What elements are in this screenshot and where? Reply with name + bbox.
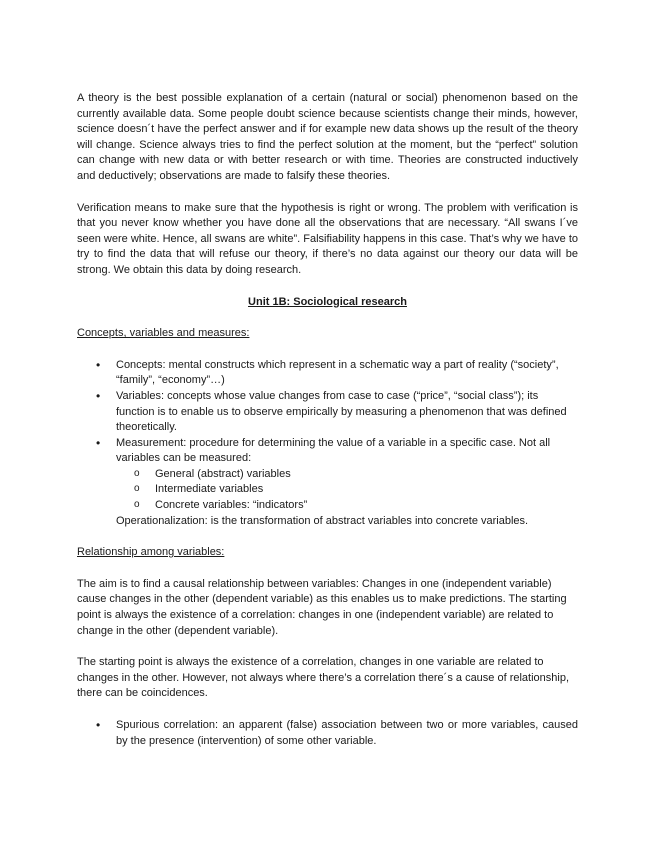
list-item-concepts: • Concepts: mental constructs which represent in a schematic way a part of reality (“society”, “family”, “economy”…) xyxy=(116,358,578,389)
measurement-text: Measurement: procedure for determining the value of a variable in a specific case. Not all variables can be measured: xyxy=(116,436,551,465)
paragraph-correlation: The starting point is always the existence of a correlation, changes in one variable are related to changes in the other. However, not always where there’s a correlation there´s a cause of relationship, there can be coincidences. xyxy=(77,656,570,700)
sub-item-intermediate: o Intermediate variables xyxy=(155,482,578,498)
spurious-list xyxy=(77,718,578,749)
variable-types-list xyxy=(116,467,578,514)
sub-item-concrete: o Concrete variables: “indicators” xyxy=(155,498,578,514)
operationalization-text: Operationalization: is the transformation of abstract variables into concrete variables. xyxy=(116,514,529,527)
paragraph-causal: The aim is to find a causal relationship between variables: Changes in one (independent variable) cause changes in the other (dependent variable) as this enables us to make predictions. The starting point is always the existence of a correlation: changes in one (independent variable) are related to change in the other (dependent variable). xyxy=(77,577,567,637)
concepts-list xyxy=(77,358,578,514)
unit-heading: Unit 1B: Sociological research xyxy=(248,295,407,308)
sub-item-general: o General (abstract) variables xyxy=(155,467,578,483)
concepts-heading: Concepts, variables and measures: xyxy=(77,327,250,340)
list-item-measurement xyxy=(116,436,578,514)
list-item-variables: • Variables: concepts whose value changes from case to case (“price”, “social class”); its function is to enable us to observe empirically by measuring a phenomenon that was defined theoretically. xyxy=(116,389,578,436)
relationship-heading: Relationship among variables: xyxy=(77,546,225,559)
list-item-spurious: • Spurious correlation: an apparent (false) association between two or more variables, caused by the presence (intervention) of some other variable. xyxy=(116,718,578,749)
paragraph-verification: Verification means to make sure that the hypothesis is right or wrong. The problem with verification is that you never know whether you have done all the observations that are necessary. “All swans I´ve seen were white. Hence, all swans are white”. Falsifiability happens in this case. That’s why we have to try to find the data that will refuse our theory, if there’s no data against our theory our data will be strong. We obtain this data by doing research. xyxy=(77,201,578,276)
paragraph-theory: A theory is the best possible explanation of a certain (natural or social) phenomenon based on the currently available data. Some people doubt science because scientists change their minds, however, science doesn´t have the perfect answer and if for example new data shows up the result of the theory will change. Science always tries to find the perfect solution at the moment, but the “perfect” solution can change with new data or with better research or with time. Theories are constructed inductively and deductively; observations are made to falsify these theories. xyxy=(77,92,578,182)
